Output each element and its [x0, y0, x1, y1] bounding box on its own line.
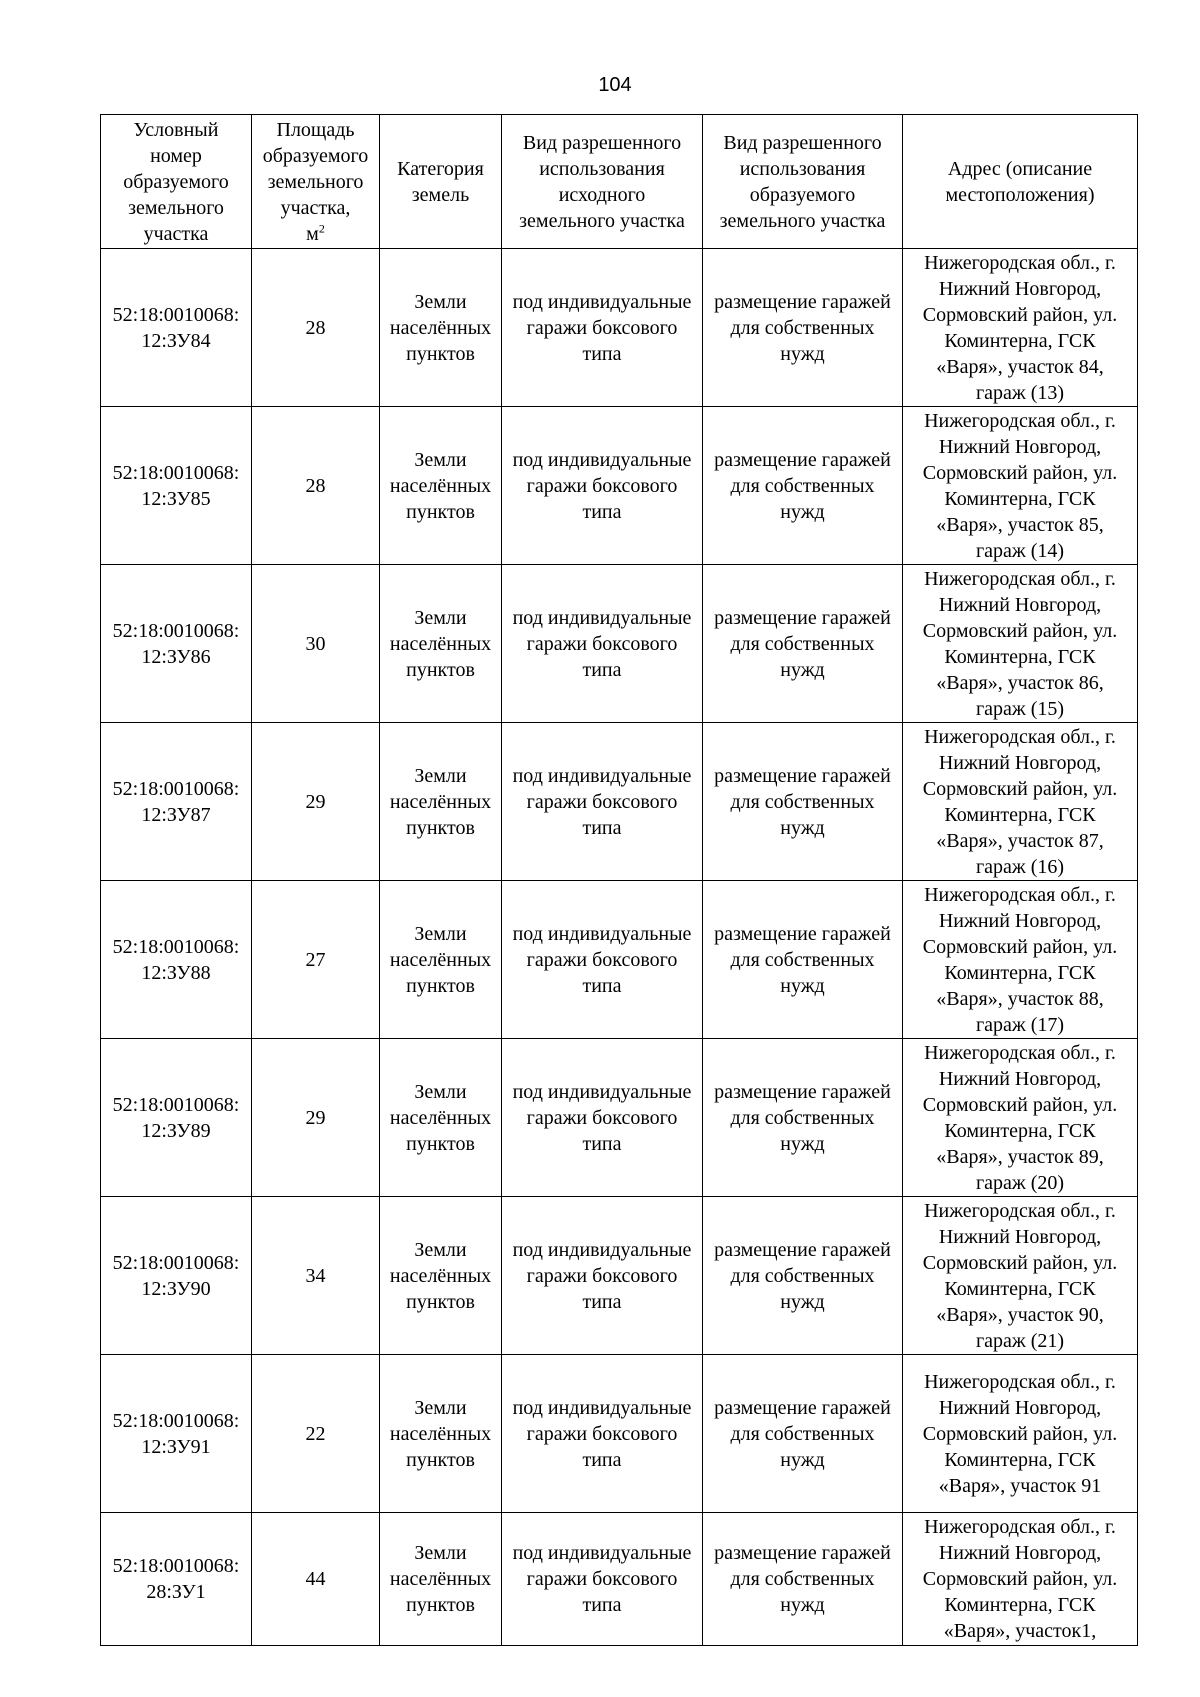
cell-land-category: Земли населённых пунктов: [380, 723, 502, 881]
cell-new-permitted-use: размещение гаражей для собственных нужд: [703, 1039, 903, 1197]
cell-new-permitted-use: размещение гаражей для собственных нужд: [703, 1513, 903, 1646]
cell-source-permitted-use: под индивидуальные гаражи боксового типа: [502, 1355, 703, 1513]
cell-land-category: Земли населённых пунктов: [380, 565, 502, 723]
cell-address: Нижегородская обл., г. Нижний Новгород, Сормовский район, ул. Коминтерна, ГСК «Варя», участок 90, гараж (21): [903, 1197, 1138, 1355]
cell-source-permitted-use: под индивидуальные гаражи боксового типа: [502, 565, 703, 723]
cell-plot-area: 30: [252, 565, 380, 723]
header-plot-number: Условный номер образуемого земельного участка: [101, 115, 252, 249]
header-source-permitted-use: Вид разрешенного использования исходного земельного участка: [502, 115, 703, 249]
cell-new-permitted-use: размещение гаражей для собственных нужд: [703, 565, 903, 723]
cell-new-permitted-use: размещение гаражей для собственных нужд: [703, 1197, 903, 1355]
cell-plot-number: 52:18:0010068: 12:ЗУ91: [101, 1355, 252, 1513]
cell-land-category: Земли населённых пунктов: [380, 1513, 502, 1646]
cell-land-category: Земли населённых пунктов: [380, 249, 502, 407]
cell-plot-number: 52:18:0010068: 12:ЗУ88: [101, 881, 252, 1039]
cell-address: Нижегородская обл., г. Нижний Новгород, Сормовский район, ул. Коминтерна, ГСК «Варя», участок 91: [903, 1355, 1138, 1513]
cell-plot-area: 29: [252, 1039, 380, 1197]
cell-new-permitted-use: размещение гаражей для собственных нужд: [703, 249, 903, 407]
cell-address: Нижегородская обл., г. Нижний Новгород, Сормовский район, ул. Коминтерна, ГСК «Варя», участок 84, гараж (13): [903, 249, 1138, 407]
cell-address: Нижегородская обл., г. Нижний Новгород, Сормовский район, ул. Коминтерна, ГСК «Варя», участок 89, гараж (20): [903, 1039, 1138, 1197]
table-row: [101, 565, 1138, 723]
cell-address: Нижегородская обл., г. Нижний Новгород, Сормовский район, ул. Коминтерна, ГСК «Варя», участок 87, гараж (16): [903, 723, 1138, 881]
cell-plot-area: 27: [252, 881, 380, 1039]
cell-plot-number: 52:18:0010068: 12:ЗУ86: [101, 565, 252, 723]
cell-source-permitted-use: под индивидуальные гаражи боксового типа: [502, 407, 703, 565]
cell-plot-number: 52:18:0010068: 28:ЗУ1: [101, 1513, 252, 1646]
table-header-row: [101, 115, 1138, 249]
header-new-permitted-use: Вид разрешенного использования образуемого земельного участка: [703, 115, 903, 249]
cell-source-permitted-use: под индивидуальные гаражи боксового типа: [502, 881, 703, 1039]
area-unit-superscript: 2: [318, 220, 325, 235]
cell-new-permitted-use: размещение гаражей для собственных нужд: [703, 723, 903, 881]
cell-plot-number: 52:18:0010068: 12:ЗУ84: [101, 249, 252, 407]
cell-source-permitted-use: под индивидуальные гаражи боксового типа: [502, 1513, 703, 1646]
cell-address: Нижегородская обл., г. Нижний Новгород, Сормовский район, ул. Коминтерна, ГСК «Варя», участок 85, гараж (14): [903, 407, 1138, 565]
table-row: [101, 407, 1138, 565]
cell-plot-number: 52:18:0010068: 12:ЗУ87: [101, 723, 252, 881]
cell-source-permitted-use: под индивидуальные гаражи боксового типа: [502, 1197, 703, 1355]
cell-land-category: Земли населённых пунктов: [380, 1197, 502, 1355]
cell-land-category: Земли населённых пунктов: [380, 1355, 502, 1513]
cell-plot-area: 28: [252, 249, 380, 407]
cell-plot-area: 22: [252, 1355, 380, 1513]
table-row: [101, 1513, 1138, 1646]
cell-land-category: Земли населённых пунктов: [380, 1039, 502, 1197]
cell-address: Нижегородская обл., г. Нижний Новгород, Сормовский район, ул. Коминтерна, ГСК «Варя», участок 88, гараж (17): [903, 881, 1138, 1039]
cell-plot-area: 44: [252, 1513, 380, 1646]
cell-address: Нижегородская обл., г. Нижний Новгород, Сормовский район, ул. Коминтерна, ГСК «Варя», участок 86, гараж (15): [903, 565, 1138, 723]
land-plots-table: [100, 114, 1138, 1646]
header-address: Адрес (описание местоположения): [903, 115, 1138, 249]
header-plot-area: [252, 115, 380, 249]
page-number: 104: [598, 74, 632, 96]
cell-land-category: Земли населённых пунктов: [380, 407, 502, 565]
table-row: [101, 1039, 1138, 1197]
table-row: [101, 881, 1138, 1039]
cell-new-permitted-use: размещение гаражей для собственных нужд: [703, 407, 903, 565]
cell-source-permitted-use: под индивидуальные гаражи боксового типа: [502, 723, 703, 881]
table-row: [101, 249, 1138, 407]
cell-plot-area: 34: [252, 1197, 380, 1355]
cell-plot-number: 52:18:0010068: 12:ЗУ85: [101, 407, 252, 565]
table-row: [101, 1355, 1138, 1513]
table-row: [101, 723, 1138, 881]
table-row: [101, 1197, 1138, 1355]
header-plot-area-label: Площадь образуемого земельного участка, м: [262, 118, 369, 245]
cell-land-category: Земли населённых пунктов: [380, 881, 502, 1039]
cell-plot-area: 28: [252, 407, 380, 565]
cell-plot-number: 52:18:0010068: 12:ЗУ89: [101, 1039, 252, 1197]
cell-plot-area: 29: [252, 723, 380, 881]
cell-new-permitted-use: размещение гаражей для собственных нужд: [703, 881, 903, 1039]
cell-new-permitted-use: размещение гаражей для собственных нужд: [703, 1355, 903, 1513]
cell-source-permitted-use: под индивидуальные гаражи боксового типа: [502, 249, 703, 407]
cell-plot-number: 52:18:0010068: 12:ЗУ90: [101, 1197, 252, 1355]
cell-address: Нижегородская обл., г. Нижний Новгород, Сормовский район, ул. Коминтерна, ГСК «Варя», участок1,: [903, 1513, 1138, 1646]
cell-source-permitted-use: под индивидуальные гаражи боксового типа: [502, 1039, 703, 1197]
header-land-category: Категория земель: [380, 115, 502, 249]
